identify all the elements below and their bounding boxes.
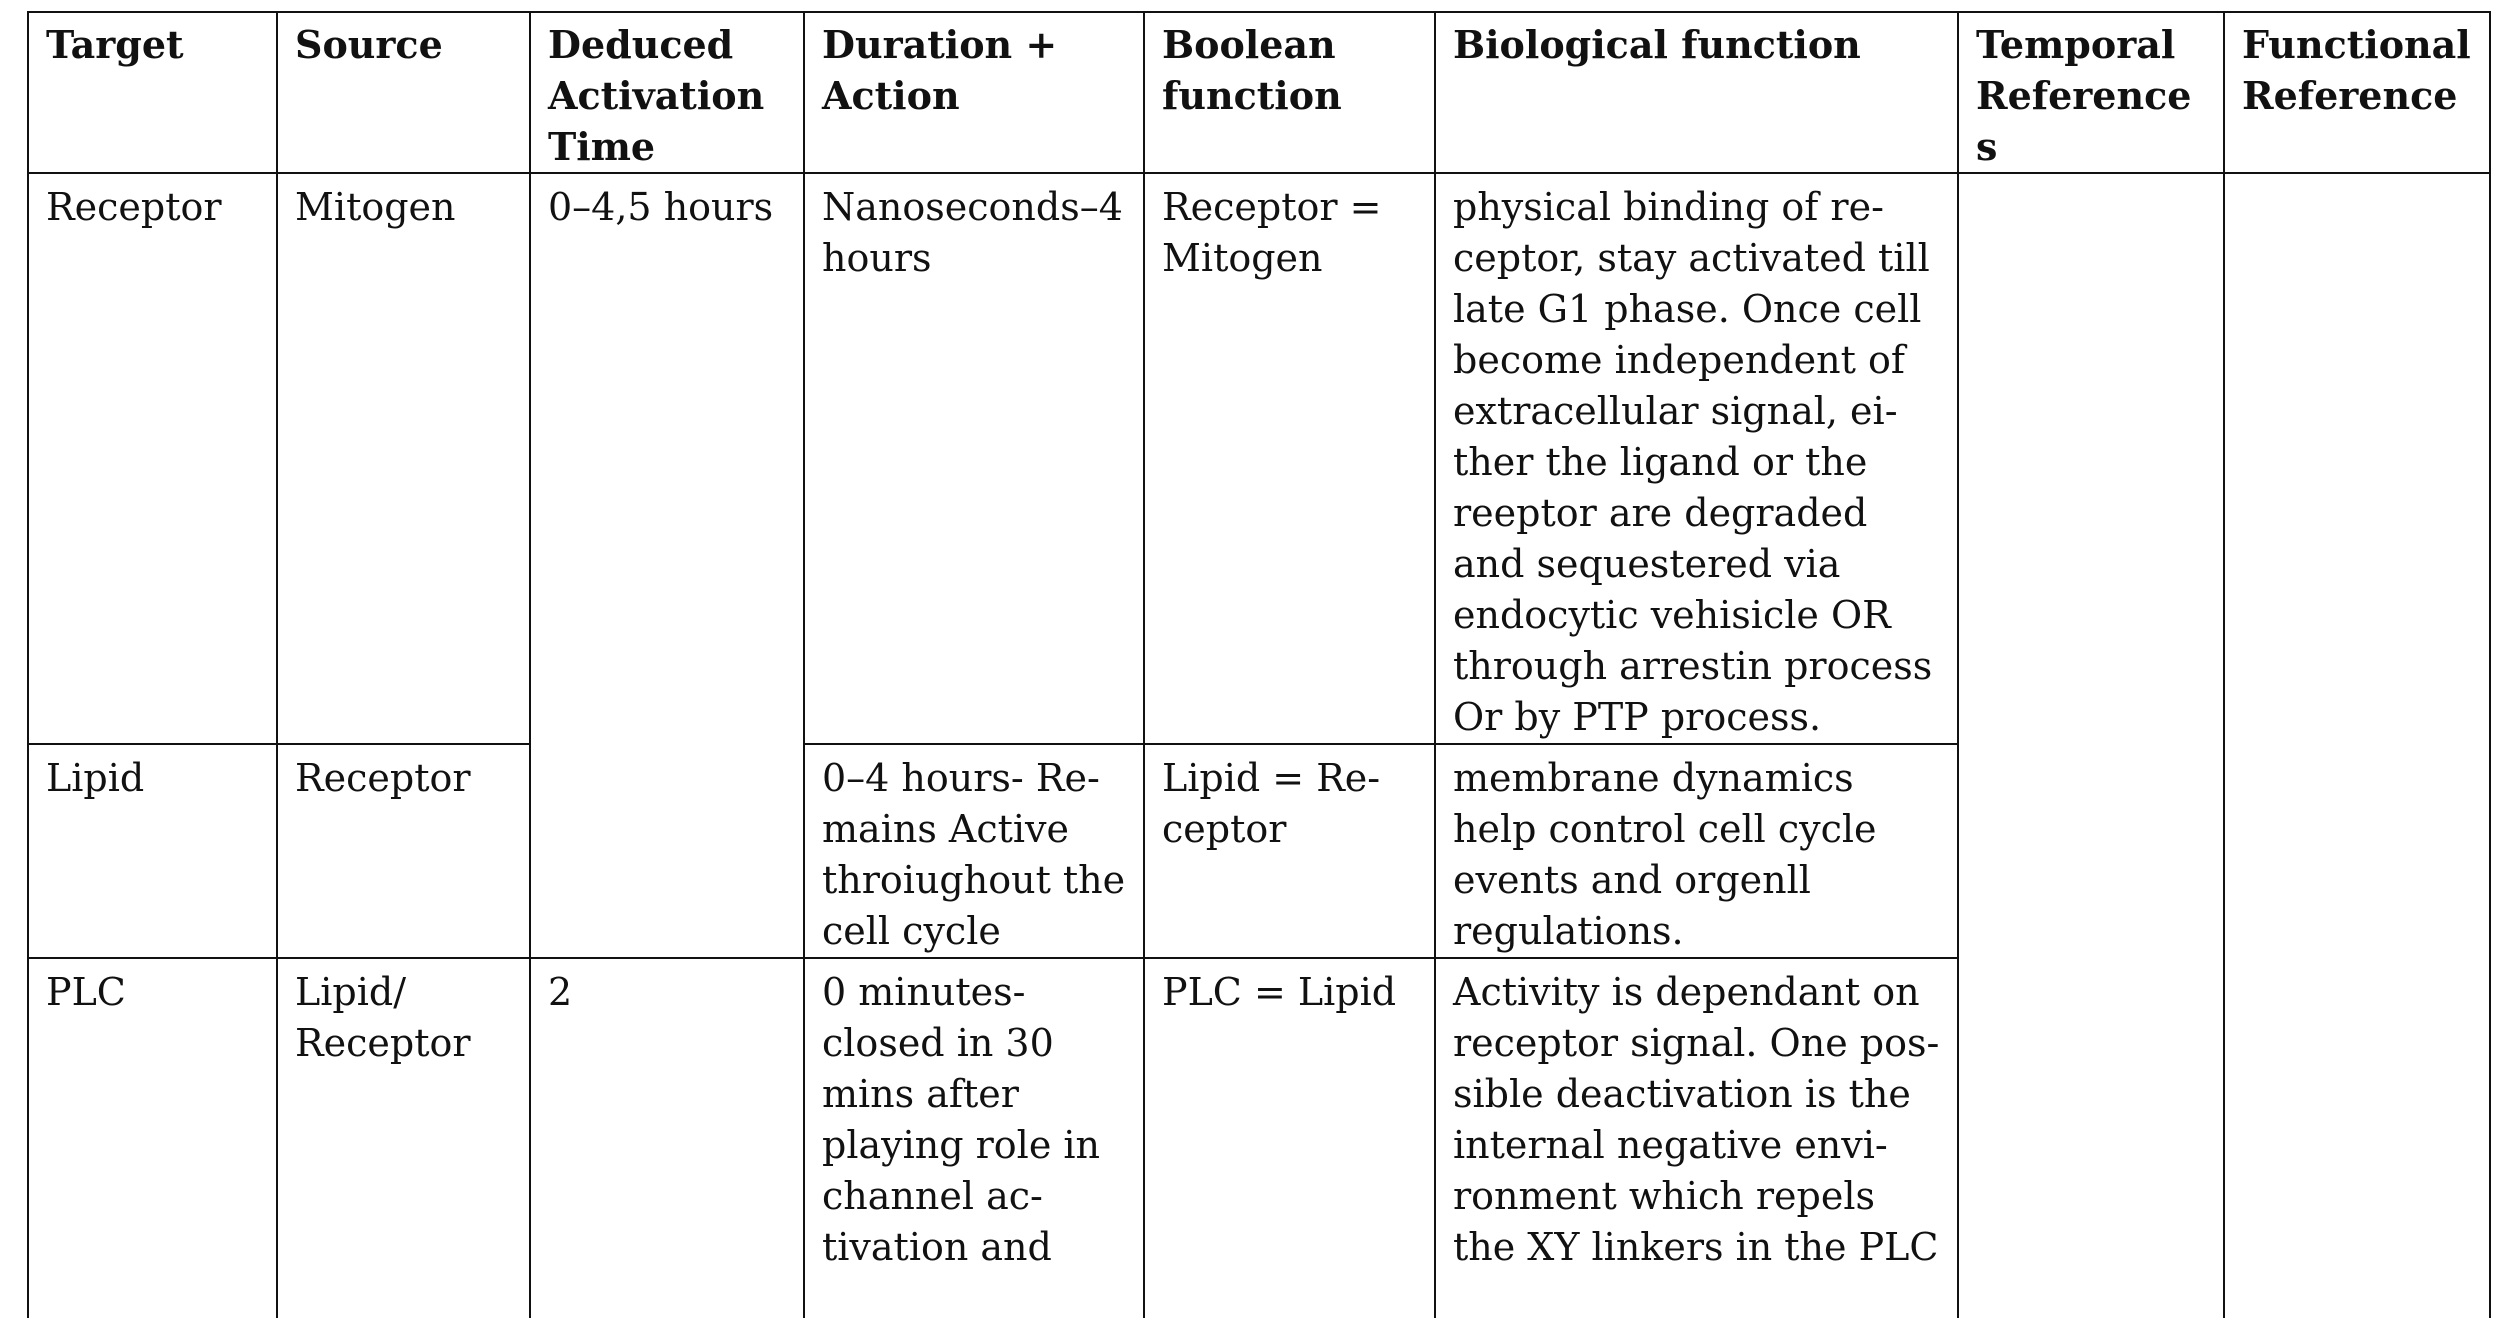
cell-boolean-function: PLC = Lipid [1144,958,1435,1318]
cell-target: Lipid [28,744,277,958]
header-target: Target [28,12,277,173]
table-row [28,744,2490,958]
header-boolean-function: Boolean function [1144,12,1435,173]
cell-activation-time: 2 [530,958,804,1318]
cell-duration-action: 0–4 hours- Remains Active throiughout the cell cycle [804,744,1144,958]
cell-functional-reference [2224,744,2490,958]
cell-source: Mitogen [277,173,530,744]
table-header-row [28,12,2490,173]
cell-duration-action: 0 minutes- closed in 30 mins after playing role in channel activation and [804,958,1144,1318]
header-source: Source [277,12,530,173]
header-activation-time: Deduced Activation Time [530,12,804,173]
cell-target: Receptor [28,173,277,744]
table-row [28,173,2490,744]
cell-target: PLC [28,958,277,1318]
cell-source: Lipid/ Receptor [277,958,530,1318]
cell-biological-function: Activity is dependant on receptor signal. One possible deactivation is the internal negative environment which repels the XY linkers in the PLC [1435,958,1958,1318]
cell-temporal-references [1958,744,2224,958]
header-functional-reference: Functional Reference [2224,12,2490,173]
cell-temporal-references [1958,958,2224,1318]
cell-source: Receptor [277,744,530,958]
cell-boolean-function: Receptor = Mitogen [1144,173,1435,744]
cell-functional-reference [2224,173,2490,744]
cell-biological-function: physical binding of receptor, stay activated till late G1 phase. Once cell become independent of extracellular signal, either the ligand or the reeptor are degraded and sequestered via endocytic vehisicle OR through arrestin process Or by PTP process. [1435,173,1958,744]
cell-activation-time [530,744,804,958]
cell-temporal-references [1958,173,2224,744]
cell-biological-function: membrane dynamics help control cell cycle events and orgenll regulations. [1435,744,1958,958]
table-row [28,958,2490,1318]
cell-functional-reference [2224,958,2490,1318]
cell-activation-time: 0–4,5 hours [530,173,804,744]
header-temporal-references: Temporal References [1958,12,2224,173]
cell-duration-action: Nanoseconds–4 hours [804,173,1144,744]
header-biological-function: Biological function [1435,12,1958,173]
biological-function-table [27,11,2491,1318]
cell-boolean-function: Lipid = Receptor [1144,744,1435,958]
header-duration-action: Duration + Action [804,12,1144,173]
